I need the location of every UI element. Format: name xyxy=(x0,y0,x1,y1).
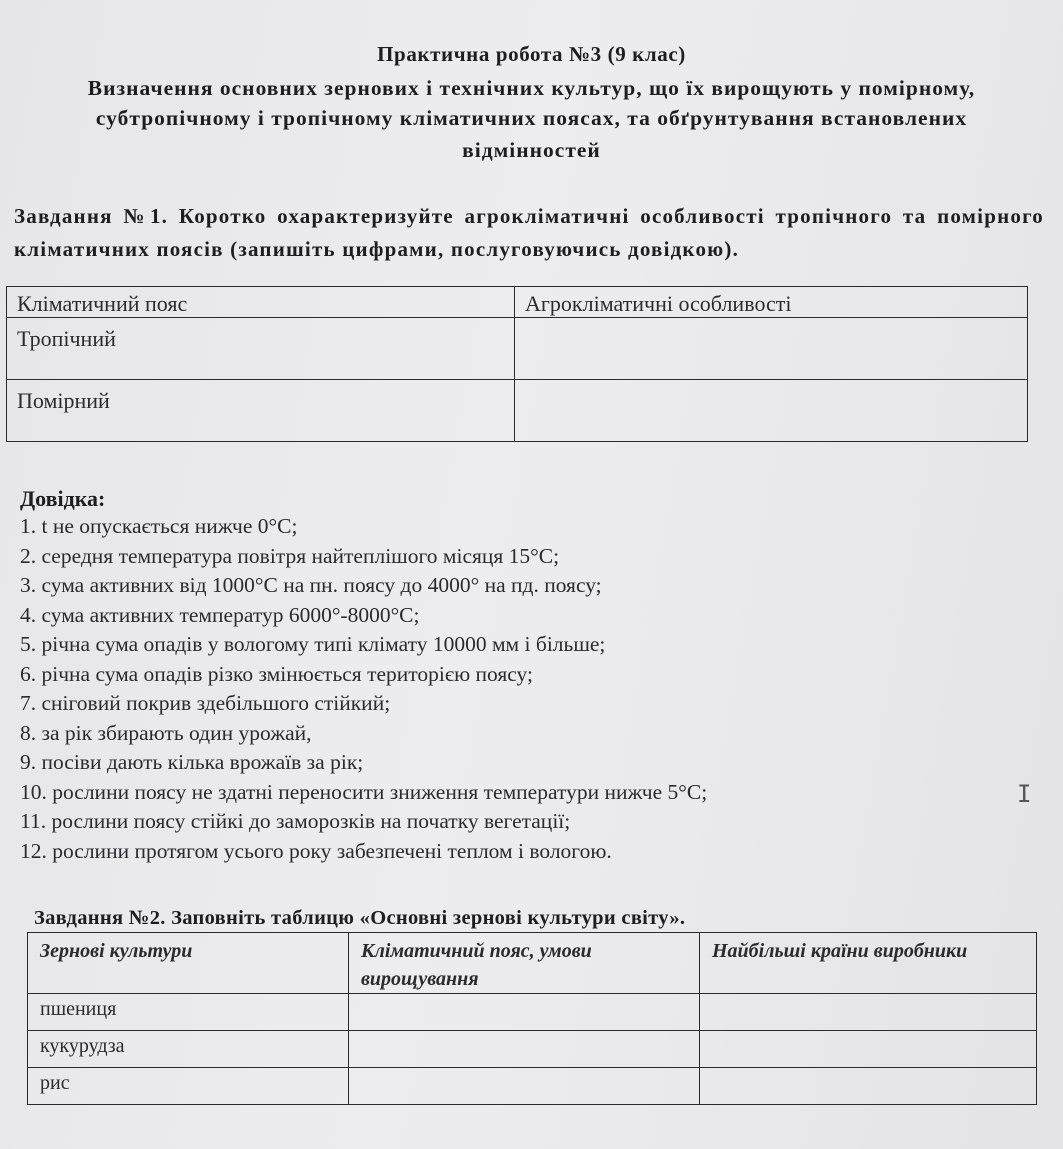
table-header-row xyxy=(7,287,1028,318)
grain-crops-table xyxy=(27,932,1037,1105)
crop-rice: рис xyxy=(28,1068,349,1105)
list-item: 8. за рік збирають один урожай, xyxy=(20,720,312,745)
table-row xyxy=(28,1068,1037,1105)
list-item: 5. річна сума опадів у вологому типі клімату 10000 мм і більше; xyxy=(20,632,606,656)
answer-cell[interactable] xyxy=(700,1068,1037,1105)
answer-cell[interactable] xyxy=(700,1031,1037,1068)
reference-list xyxy=(20,512,707,866)
task-2-instructions: Завдання №2. Заповніть таблицю «Основні зернові культури світу». xyxy=(34,907,686,929)
climate-zone-table xyxy=(6,286,1028,442)
table-row xyxy=(28,994,1037,1031)
answer-cell[interactable] xyxy=(349,1068,700,1105)
header-grain-crops: Зернові культури xyxy=(28,933,349,994)
table-row xyxy=(7,380,1028,442)
table-header-row xyxy=(28,933,1037,994)
list-item: 2. середня температура повітря найтеплішого місяця 15°С; xyxy=(20,543,560,568)
list-item: 9. посіви дають кілька врожаїв за рік; xyxy=(20,750,364,774)
answer-cell[interactable] xyxy=(515,380,1028,442)
reference-heading: Довідка: xyxy=(20,486,106,511)
list-item: 10. рослини поясу не здатні переносити зниження температури нижче 5°С; xyxy=(20,779,708,804)
table-row xyxy=(28,1031,1037,1068)
text-cursor-icon: I xyxy=(1017,780,1032,808)
header-climate-zone: Кліматичний пояс xyxy=(7,287,515,318)
subtitle-line-3: відмінностей xyxy=(462,138,601,162)
list-item: 1. t не опускається нижче 0°С; xyxy=(20,514,298,538)
list-item: 4. сума активних температур 6000°-8000°С; xyxy=(20,602,420,627)
answer-cell[interactable] xyxy=(349,994,700,1031)
crop-wheat: пшениця xyxy=(28,994,349,1031)
answer-cell[interactable] xyxy=(700,994,1037,1031)
header-climate-conditions: Кліматичний пояс, умови вирощування xyxy=(349,933,700,994)
page-title: Практична робота №3 (9 клас) xyxy=(377,42,686,66)
list-item: 7. сніговий покрив здебільшого стійкий; xyxy=(20,691,391,715)
table-row xyxy=(7,318,1028,380)
answer-cell[interactable] xyxy=(349,1031,700,1068)
header-top-producers: Найбільші країни виробники xyxy=(700,933,1037,994)
header-agroclimatic-features: Агрокліматичні особливості xyxy=(515,287,1028,318)
list-item: 11. рослини поясу стійкі до заморозків на початку вегетації; xyxy=(20,809,571,833)
row-label-temperate: Помірний xyxy=(7,380,515,442)
answer-cell[interactable] xyxy=(515,318,1028,380)
crop-corn: кукурудза xyxy=(28,1031,349,1068)
list-item: 6. річна сума опадів різко змінюється територією поясу; xyxy=(20,661,533,686)
subtitle-line-1: Визначення основних зернових і технічних культур, що їх вирощують у помірному, xyxy=(87,76,976,100)
list-item: 12. рослини протягом усього року забезпечені теплом і вологою. xyxy=(20,838,612,863)
subtitle-line-2: субтропічному і тропічному кліматичних поясах, та обґрунтування встановлених xyxy=(95,106,968,130)
task-1-instructions: Завдання №1. Коротко охарактеризуйте агрокліматичні особливості тропічного та помірного кліматичних поясів (запишіть цифрами, послуговуючись довідкою). xyxy=(14,204,1044,261)
list-item: 3. сума активних від 1000°С на пн. поясу до 4000° на пд. поясу; xyxy=(20,573,602,597)
row-label-tropical: Тропічний xyxy=(7,318,515,380)
